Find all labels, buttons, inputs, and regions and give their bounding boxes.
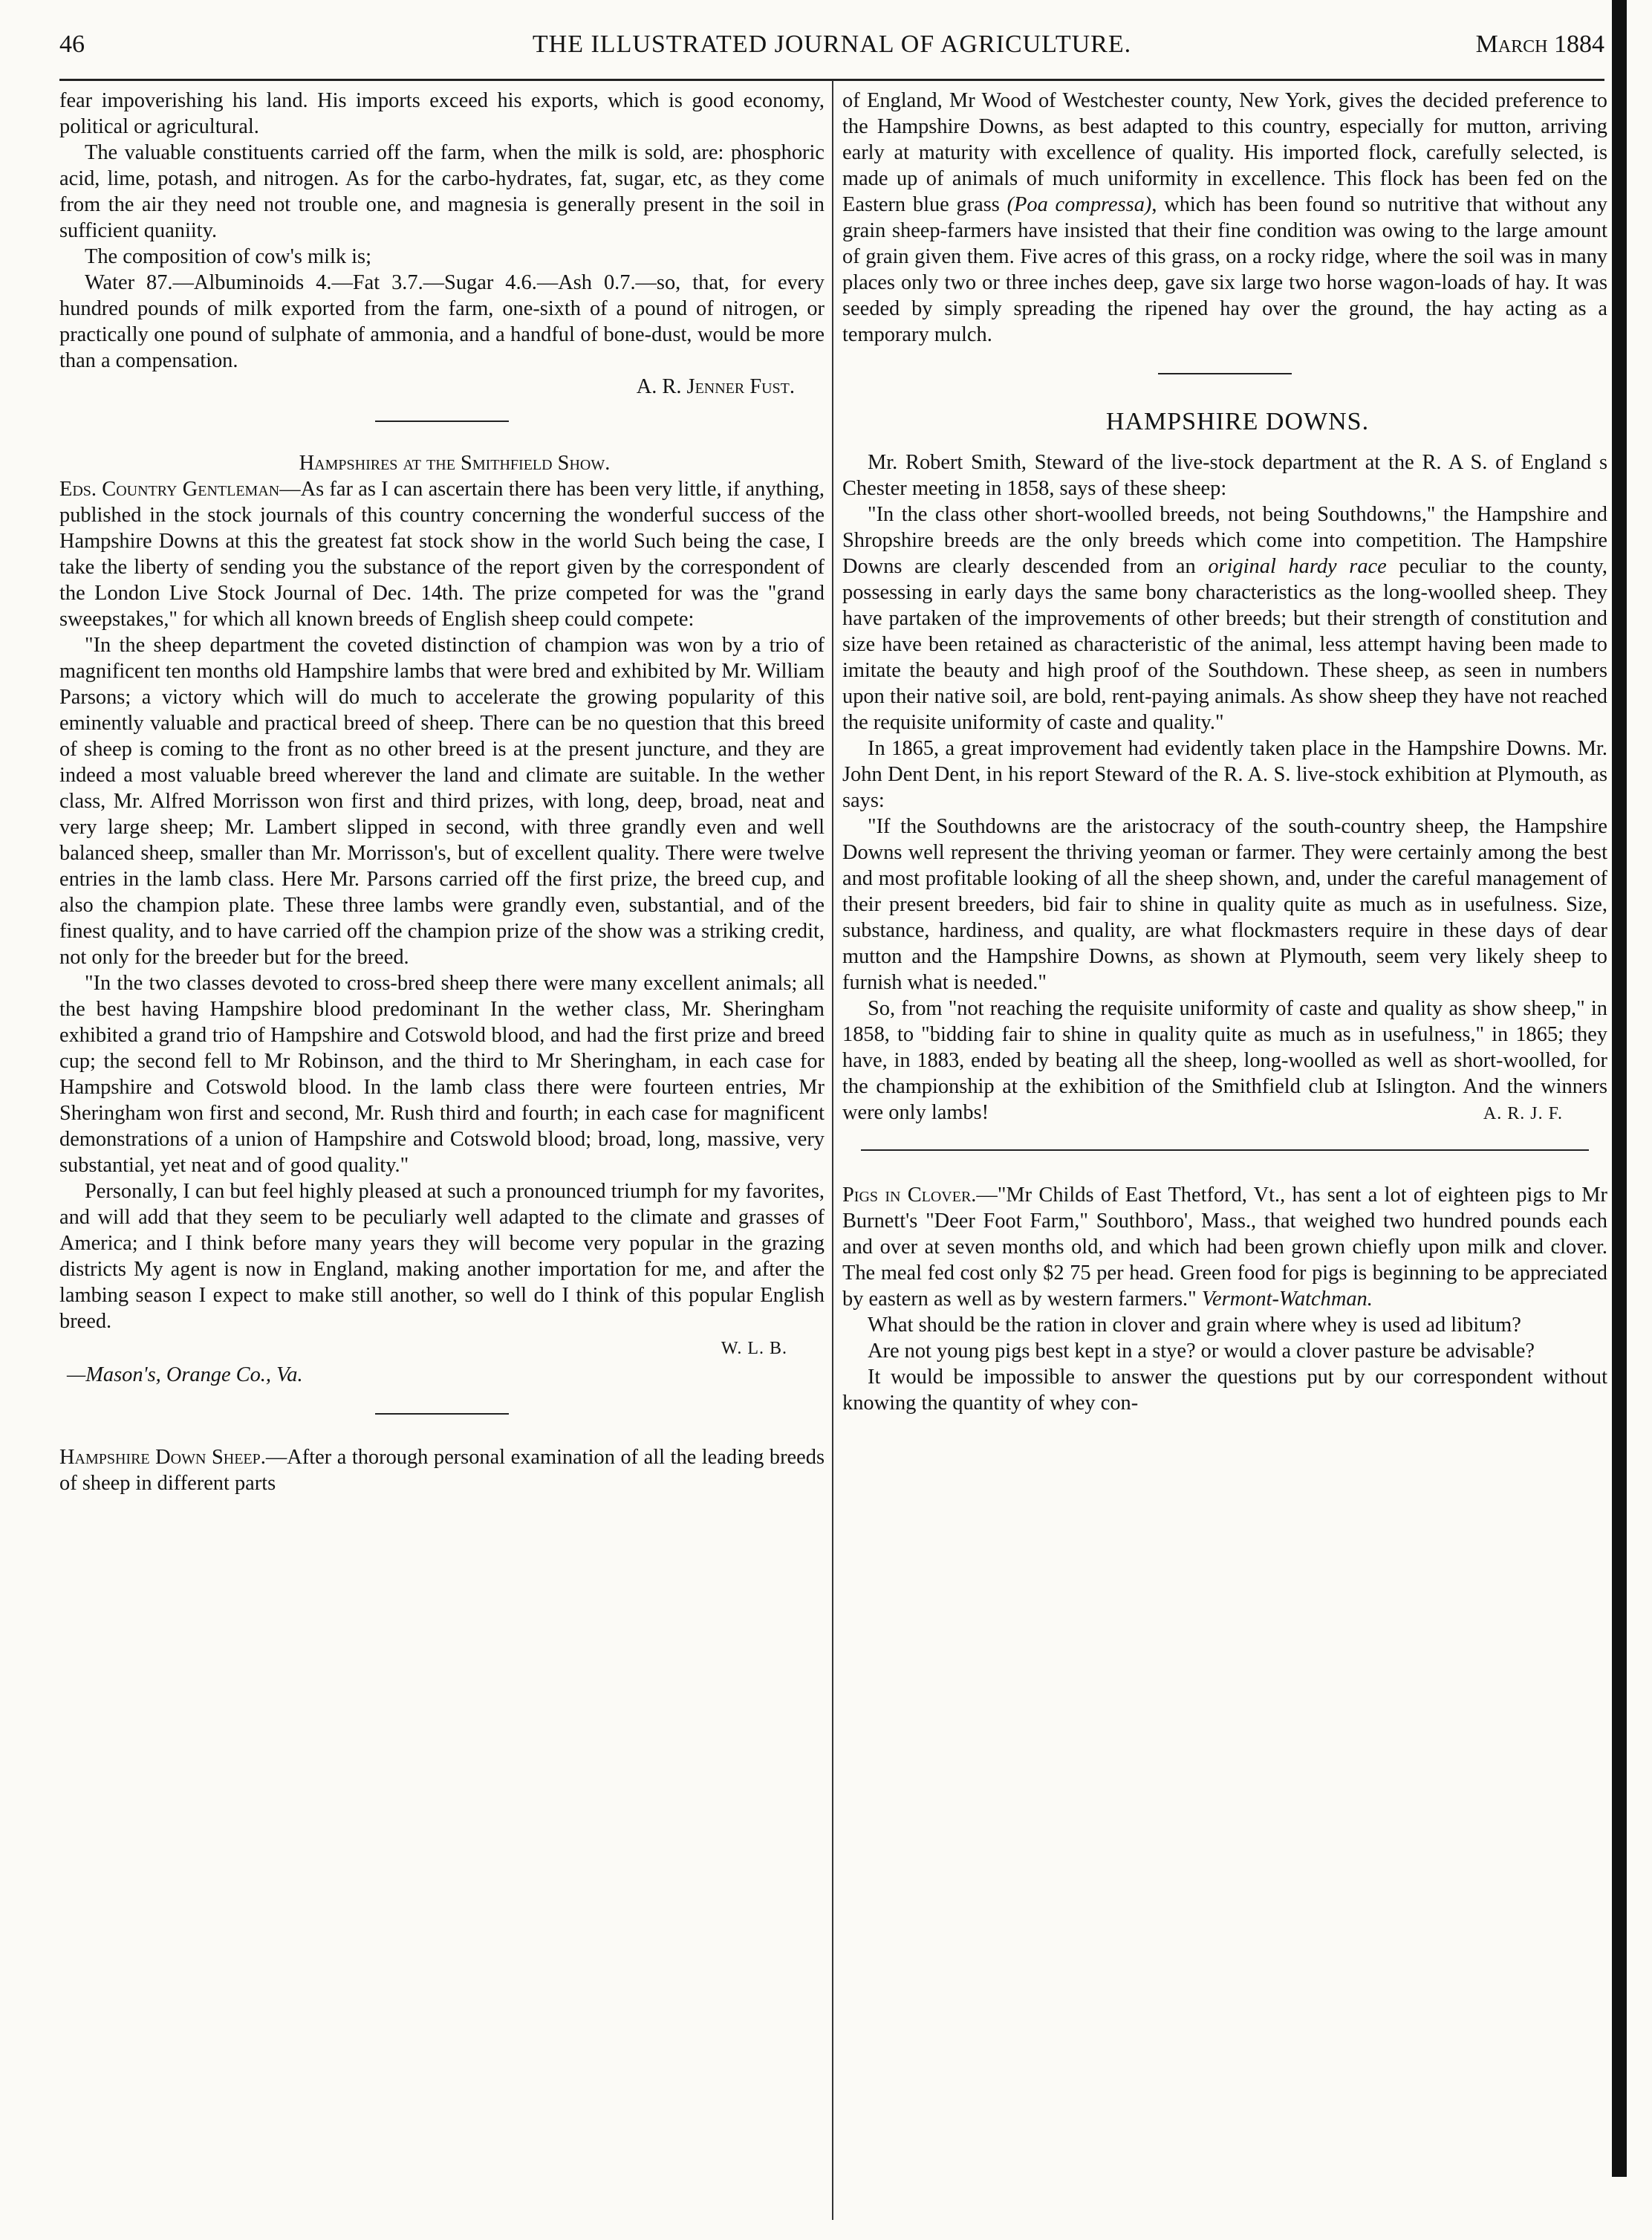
paragraph: "In the sheep department the coveted distinction of champion was won by a trio of magnificent ten months old Hampshire lambs that were bred and exhibited by Mr. William Parsons; a victory which will do much to accelerate the growing popularity of this eminently valuable and practical breed of sheep. There can be no question that this breed of sheep is coming to the front as no other breed is at the present juncture, and they are indeed a most valuable breed wherever the land and climate are suitable. In the wether class, Mr. Alfred Morrisson won first and third prizes, with long, deep, broad, neat and very large sheep; Mr. Lambert slipped in second, with three grandly even and well balanced sheep, smaller than Mr. Morrisson's, but of excellent quality. There were twelve entries in the lamb class. Here Mr. Parsons carried off the first prize, the breed cup, and also the champion plate. These three lambs were grandly even, substantial, and of the finest quality, and to have carried off the champion prize of the show was a striking credit, not only for the breeder but for the breed.: [59, 634, 825, 969]
paragraph: What should be the ration in clover and grain where whey is used ad libitum?: [868, 1314, 1521, 1337]
paragraph: fear impoverishing his land. His imports exceed his exports, which is good economy, political or agricultural.: [59, 89, 825, 138]
paragraph: "In the two classes devoted to cross-bred sheep there were many excellent animals; all the best having Hampshire blood predominant In the wether class, Mr. Sheringham exhibited a grand trio of Hampshire and Cotswold blood, and had the first prize and breed cup; the second fell to Mr Robinson, and the third to Mr Sheringham, in each case for Hampshire and Cotswold blood. In the lamb class there were fourteen entries, Mr Sheringham won first and second, Mr. Rush third and fourth; in each case for magnificent demonstrations of a union of Hampshire and Cotswold blood; broad, long, massive, very substantial, yet neat and of good quality.": [59, 972, 825, 1177]
paragraph-text: —As far as I can ascertain there has been very little, if anything, published in the stock journals of this country concerning the wonderful success of the Hampshire Downs at this the greatest fat stock show in the world Such being the case, I take the liberty of sending you the substance of the report given by the correspondent of the London Live Stock Journal of Dec. 14th. The prize competed for was the "grand sweepstakes," for which all known breeds of English sheep could compete:: [59, 478, 825, 631]
left-column: [59, 88, 825, 1496]
section-rule: [1158, 373, 1292, 374]
lead-in: Pigs in Clover.: [842, 1184, 977, 1207]
paragraph-text: "In the class other short-woolled breeds, not being Southdowns," the Hampshire and Shropshire breeds are the only breeds which come into competition. The Hampshire Downs are clearly descended from an: [842, 503, 1607, 578]
article-title: Hampshires at the Smithfield Show.: [299, 452, 611, 475]
signature-place: —Mason's, Orange Co., Va.: [67, 1363, 303, 1386]
paragraph: In 1865, a great improvement had evidently taken place in the Hampshire Downs. Mr. John Dent Dent, in his report Steward of the R. A. S. live-stock exhibition at Plymouth, as says:: [842, 737, 1607, 812]
section-rule: [861, 1149, 1589, 1151]
paragraph: Water 87.—Albuminoids 4.—Fat 3.7.—Sugar 4.6.—Ash 0.7.—so, that, for every hundred pounds of milk exported from the farm, one-sixth of a pound of nitrogen, or practically one pound of sulphate of ammonia, and a handful of bone-dust, would be more than a compensation.: [59, 271, 825, 372]
journal-title: THE ILLUSTRATED JOURNAL OF AGRICULTURE.: [532, 30, 1132, 58]
article-title: HAMPSHIRE DOWNS.: [1105, 408, 1370, 435]
issue-date: March 1884: [1475, 30, 1604, 58]
column-divider: [832, 80, 833, 2220]
paragraph-text: —"Mr Childs of East Thetford, Vt., has sent a lot of eighteen pigs to Mr Burnett's "Deer Foot Farm," Southboro', Mass., that weighed two hundred pounds each and over at seven months old, and which had been grown chiefly upon milk and clover. The meal fed cost only $2 75 per head. Green food for pigs is beginning to be appreciated by eastern as well as by western farmers.": [842, 1184, 1608, 1311]
lead-in: Hampshire Down Sheep.: [59, 1446, 266, 1469]
page-header: [59, 24, 1604, 65]
paragraph: Personally, I can but feel highly pleased at such a pronounced triumph for my favorites, and will add that they seem to be peculiarly well adapted to the climate and grasses of America; and I think before many years they will become very popular in the grazing districts My agent is now in England, making another importation for me, and after the lambing season I expect to make still another, so well do I think of this popular English breed.: [59, 1180, 825, 1333]
binding-edge: [1612, 0, 1627, 2177]
paragraph: The composition of cow's milk is;: [85, 245, 371, 268]
italic-text: original hardy race: [1208, 555, 1387, 578]
paragraph: Are not young pigs best kept in a stye? or would a clover pasture be advisable?: [868, 1340, 1535, 1363]
right-column: [842, 88, 1607, 1416]
author-initials: A. R. J. F.: [1483, 1104, 1563, 1123]
paragraph: Mr. Robert Smith, Steward of the live-stock department at the R. A S. of England s Chester meeting in 1858, says of these sheep:: [842, 451, 1607, 500]
paragraph: "If the Southdowns are the aristocracy of the south-country sheep, the Hampshire Downs well represent the thriving yeoman or farmer. They were certainly among the best and most profitable looking of all the sheep shown, and, under the careful management of their present breeders, bid fair to shine in quality quite as much as in usefulness. Size, substance, hardiness, and quality, are what flockmasters require in these days of dear mutton and the Hampshire Downs, as shown at Plymouth, seem very likely sheep to furnish what is needed.": [842, 815, 1607, 994]
section-rule: [375, 1413, 509, 1415]
paragraph-text: peculiar to the county, possessing in early days the same bony characteristics as the long-woolled sheep. They have partaken of the improvements of other breeds; but their strength of constitution and size have been retained as characteristic of the animal, less attempt having been made to imitate the beauty and high proof of the Southdown. These sheep, as seen in numbers upon their native soil, are bold, rent-paying animals. As show sheep they have not reached the requisite uniformity of caste and quality.": [842, 555, 1607, 734]
signature: A. R. Jenner Fust.: [636, 375, 795, 398]
paragraph: The valuable constituents carried off the farm, when the milk is sold, are: phosphoric acid, lime, potash, and nitrogen. As for the carbo-hydrates, fat, sugar, etc, as they come from the air they need not trouble one, and magnesia is generally present in the soil in sufficient quaniity.: [59, 141, 825, 242]
source-citation: Vermont-Watchman.: [1201, 1288, 1373, 1311]
paragraph-text: of England, Mr Wood of Westchester county, New York, gives the decided preference to the Hampshire Downs, as best adapted to this country, especially for mutton, arriving early at maturity with excellence of quality. His imported flock, carefully selected, is made up of animals of much uniformity in excellence. This flock has been fed on the Eastern blue grass: [842, 89, 1607, 216]
italic-text: (Poa compressa): [1007, 193, 1152, 216]
paragraph-text: , which has been found so nutritive that without any grain sheep-farmers have insisted that their fine condition was owing to the large amount of grain given them. Five acres of this grass, on a rocky ridge, where the soil was in many places only two or three inches deep, gave six large two horse wagon-loads of hay. It was seeded by simply spreading the ripened hay over the ground, the hay acting as a temporary mulch.: [842, 193, 1607, 346]
section-rule: [375, 421, 509, 422]
page-number: 46: [59, 30, 85, 58]
paragraph-text: —After a thorough personal examination of all the leading breeds of sheep in different parts: [59, 1446, 825, 1495]
paragraph: It would be impossible to answer the questions put by our correspondent without knowing the quantity of whey con-: [842, 1366, 1607, 1415]
paragraph: So, from "not reaching the requisite uniformity of caste and quality as show sheep," in 1858, to "bidding fair to shine in quality quite as much as in usefulness," in 1865; they have, in 1883, ended by beating all the sheep, long-woolled as well as short-woolled, for the championship at the exhibition of the Smithfield club at Islington. And the winners were only lambs!: [842, 997, 1607, 1124]
author-initials: W. L. B.: [721, 1339, 787, 1358]
lead-in: Eds. Country Gentleman: [59, 478, 280, 501]
